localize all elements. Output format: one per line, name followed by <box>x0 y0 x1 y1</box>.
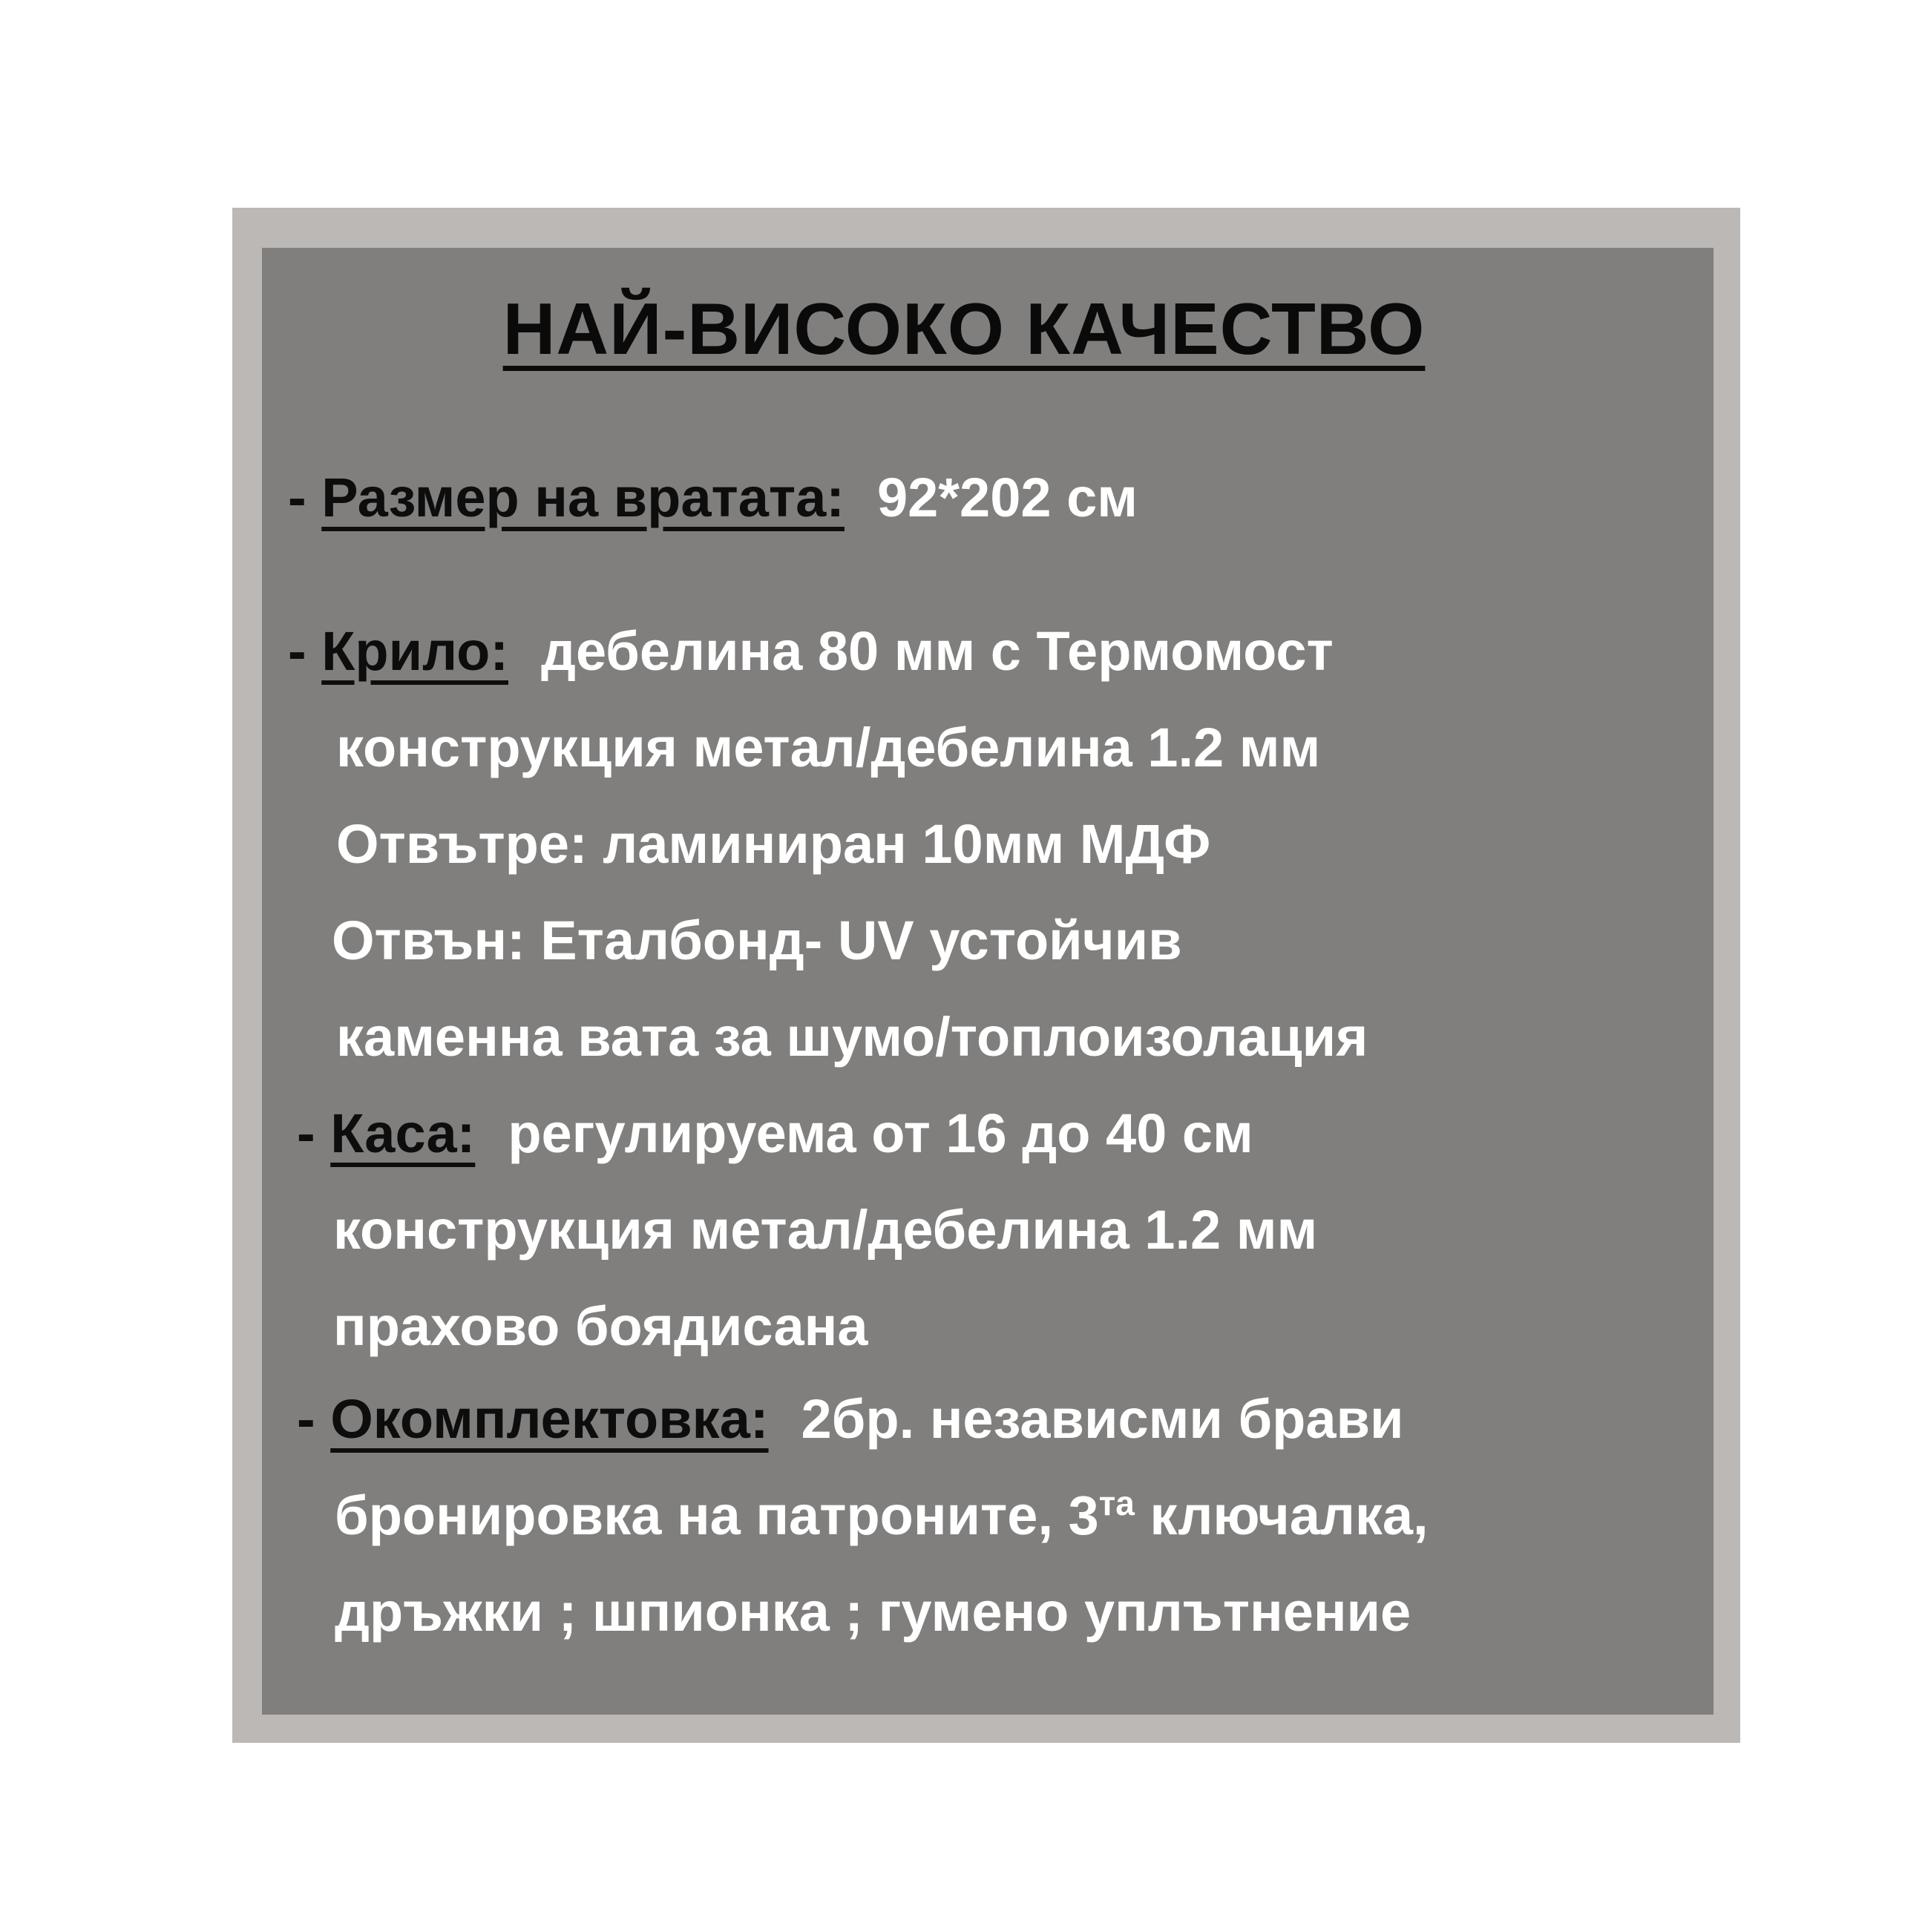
equipment-line-2-end: ключалка, <box>1134 1485 1429 1546</box>
wing-dash: - <box>288 620 306 682</box>
frame-label: Каса: <box>330 1103 476 1164</box>
equipment-line-2 <box>335 1482 1429 1549</box>
size-label: Размер на вратата: <box>321 467 845 528</box>
wing-line-3: Отвън: Еталбонд- UV устойчив <box>332 910 1182 971</box>
equipment-label: Окомплектовка: <box>330 1388 769 1450</box>
size-row <box>288 464 1138 531</box>
wing-label: Крило: <box>321 620 508 682</box>
wing-line-1: конструкция метал/дебелина 1.2 мм <box>336 717 1321 778</box>
frame-value: регулируема от 16 до 40 см <box>508 1103 1253 1164</box>
frame-row <box>297 1100 1253 1167</box>
frame-line-2: прахово боядисана <box>333 1295 868 1357</box>
frame-line-1: конструкция метал/дебелина 1.2 мм <box>333 1199 1318 1261</box>
size-dash: - <box>288 467 306 528</box>
ordinal-suffix: та <box>1098 1484 1135 1522</box>
equipment-dash: - <box>297 1388 315 1450</box>
wing-line-2: Отвътре: ламиниран 10мм МДФ <box>336 813 1211 875</box>
wing-line-4: каменна вата за шумо/топлоизолация <box>336 1006 1368 1068</box>
equipment-line-2-text: бронировка на патроните, 3 <box>335 1485 1099 1546</box>
wing-row <box>288 618 1334 685</box>
wing-value: дебелина 80 мм с Термомост <box>540 620 1334 682</box>
equipment-line-3: дръжки ; шпионка ; гумено уплътнение <box>335 1581 1411 1643</box>
equipment-value: 2бр. независми брави <box>801 1388 1404 1450</box>
frame-dash: - <box>297 1103 315 1164</box>
panel-title-text: НАЙ-ВИСОКО КАЧЕСТВО <box>502 288 1426 369</box>
size-value: 92*202 см <box>876 467 1138 528</box>
equipment-row <box>297 1386 1404 1453</box>
panel-title <box>0 288 1928 369</box>
